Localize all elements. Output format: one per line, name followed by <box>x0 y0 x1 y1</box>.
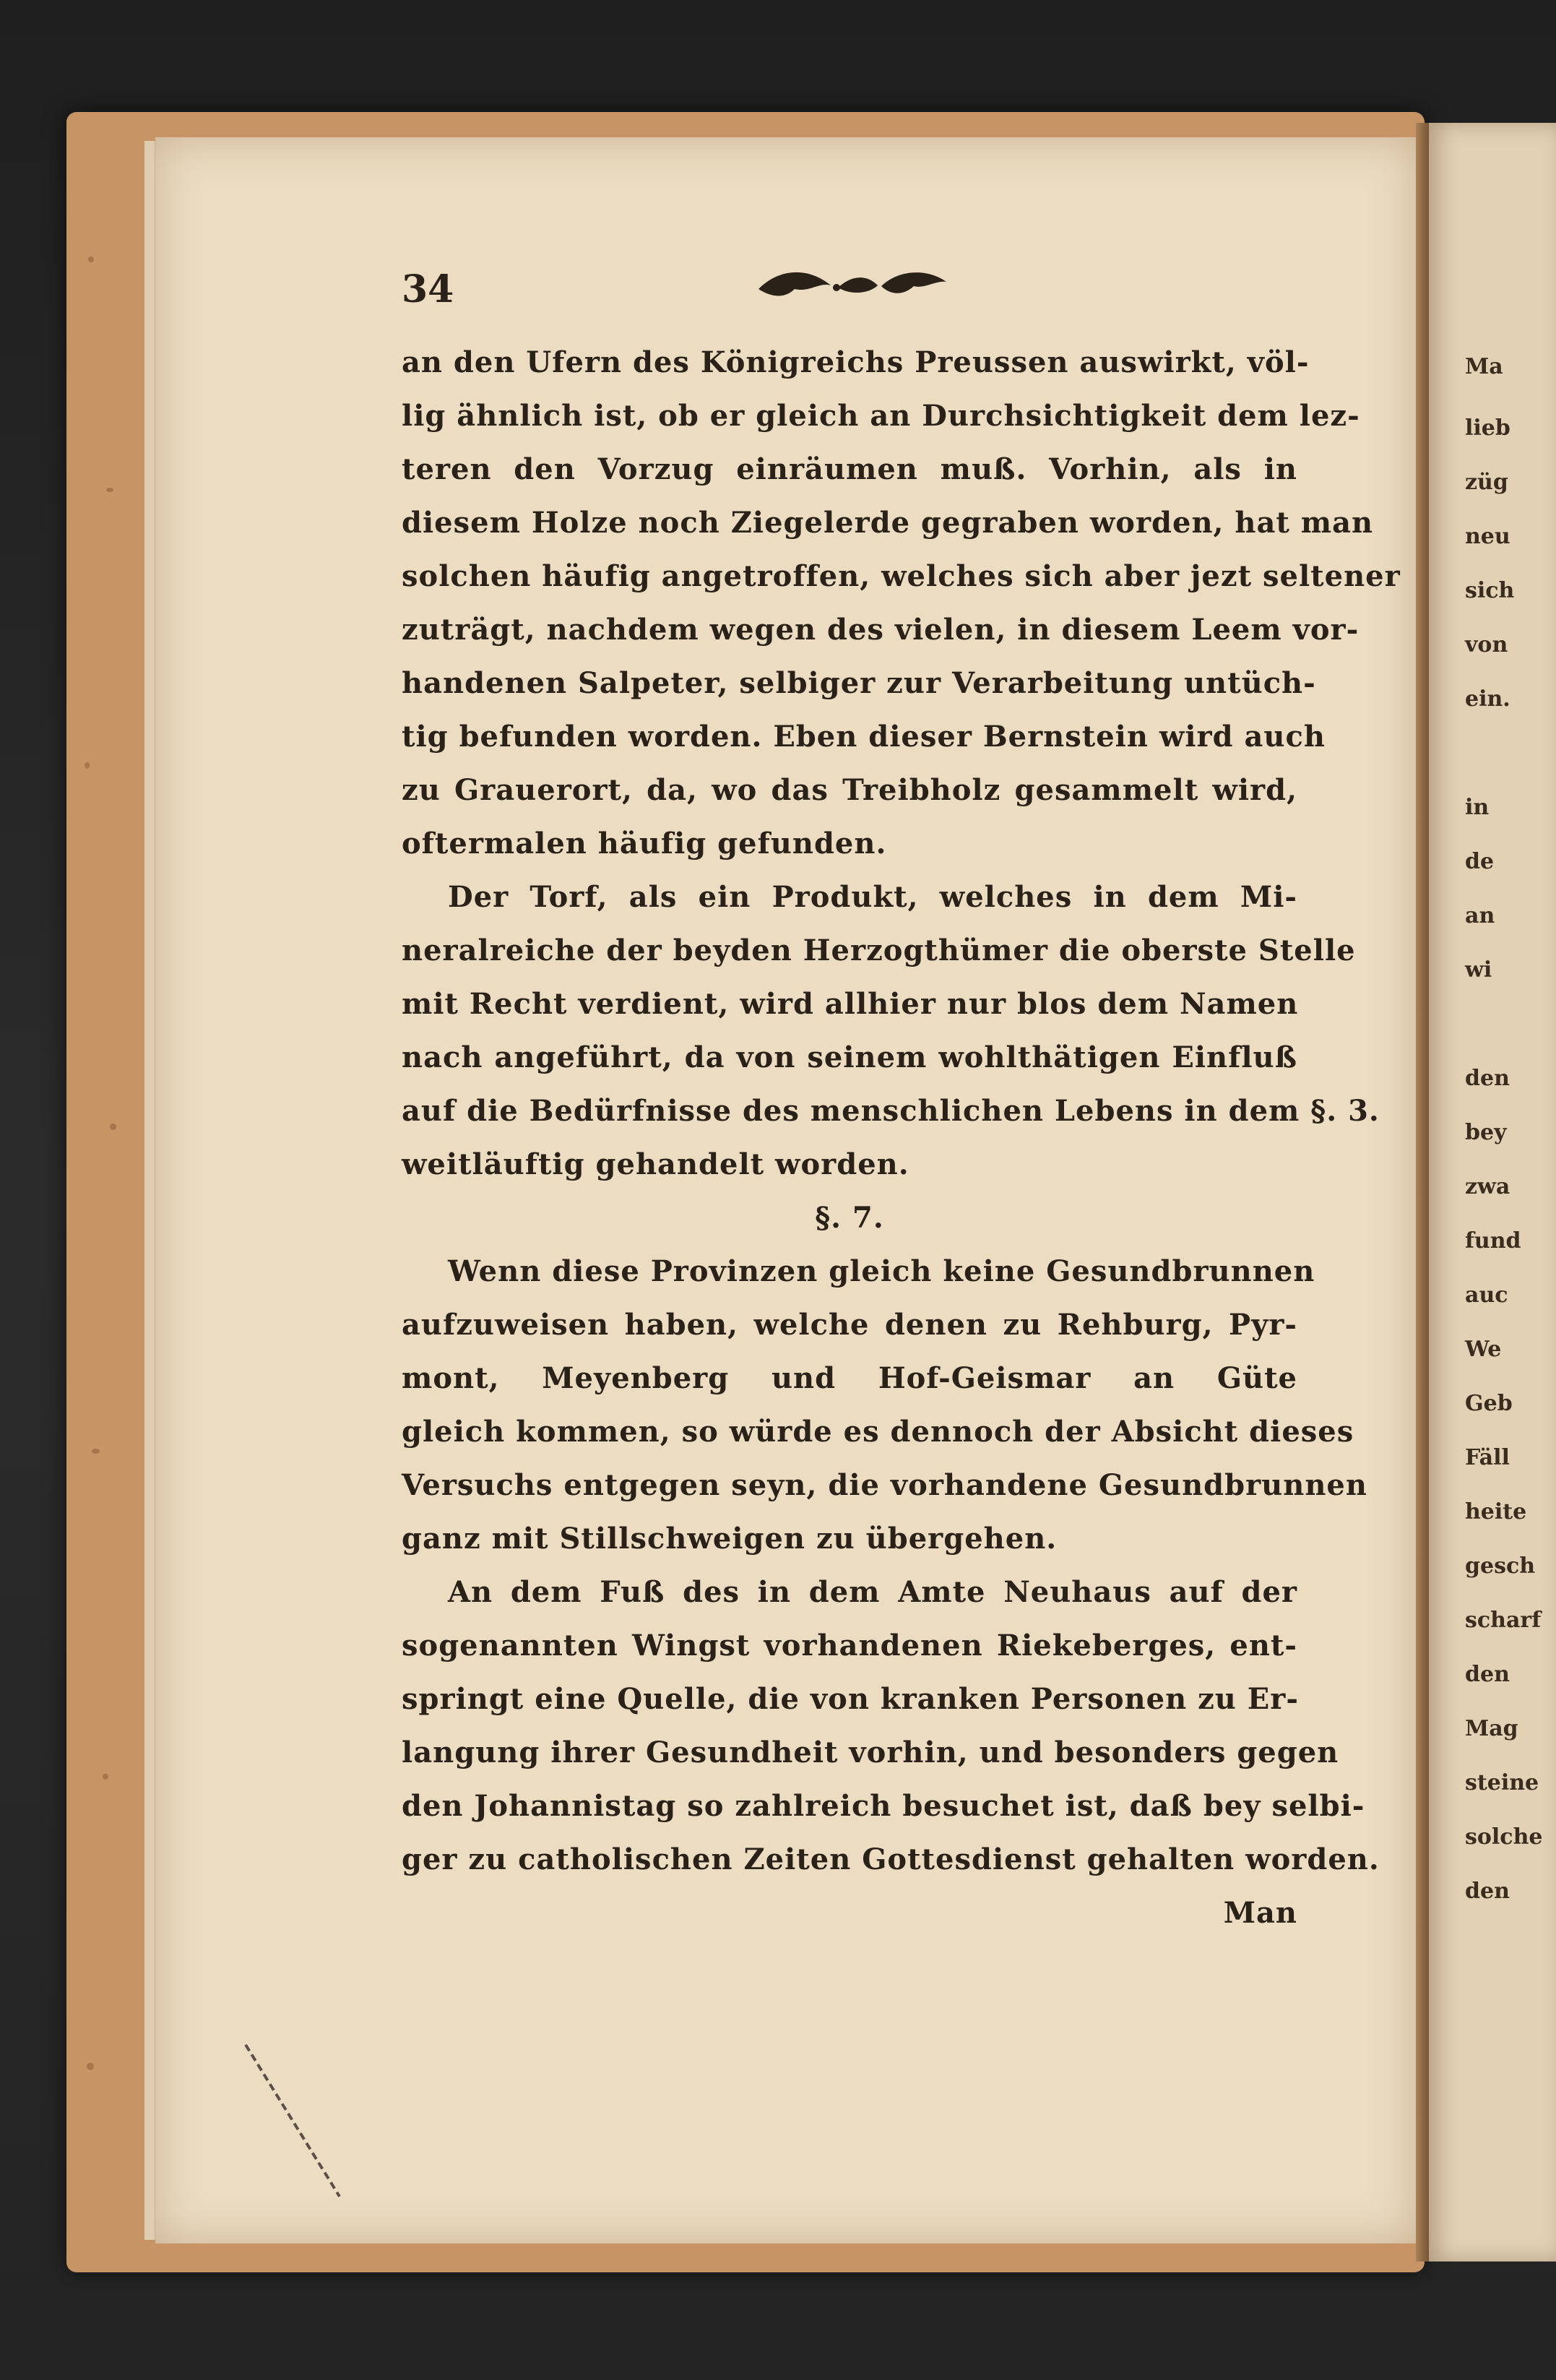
text-line: lig ähnlich ist, ob er gleich an Durchsichtigkeit dem lez- <box>402 399 1360 433</box>
adjacent-page-fragment: den <box>1465 1066 1510 1091</box>
catchword: Man <box>1223 1896 1297 1930</box>
text-line: An dem Fuß des in dem Amte Neuhaus auf der <box>448 1575 1297 1609</box>
text-line: mont, Meyenberg und Hof-Geismar an Güte <box>402 1361 1297 1395</box>
text-line: aufzuweisen haben, welche denen zu Rehburg, Pyr- <box>402 1308 1297 1342</box>
text-line: mit Recht verdient, wird allhier nur blos dem Namen <box>402 987 1299 1021</box>
text-line: nach angeführt, da von seinem wohlthätigen Einfluß <box>402 1040 1297 1074</box>
text-line: oftermalen häufig gefunden. <box>402 827 887 861</box>
ornament-icon <box>751 260 954 311</box>
adjacent-page-fragment: den <box>1465 1662 1510 1687</box>
text-line: zuträgt, nachdem wegen des vielen, in diesem Leem vor- <box>402 613 1360 647</box>
page-number: 34 <box>402 267 454 311</box>
text-line: tig befunden worden. Eben dieser Bernstein wird auch <box>402 720 1326 754</box>
adjacent-page-fragment: auc <box>1465 1282 1508 1308</box>
adjacent-page-fragment: in <box>1465 795 1490 820</box>
text-line: solchen häufig angetroffen, welches sich aber jezt seltener <box>402 559 1401 593</box>
text-line: diesem Holze noch Ziegelerde gegraben worden, hat man <box>402 506 1374 540</box>
adjacent-page-fragment: heite <box>1465 1499 1527 1525</box>
adjacent-page-fragment: züg <box>1465 470 1508 495</box>
adjacent-page-fragment: scharf <box>1465 1608 1542 1633</box>
adjacent-page-fragment: We <box>1465 1337 1502 1362</box>
text-line: sogenannten Wingst vorhandenen Riekeberges, ent- <box>402 1629 1297 1663</box>
adjacent-page-fragment: steine <box>1465 1770 1539 1795</box>
adjacent-page-fragment: den <box>1465 1879 1510 1904</box>
adjacent-page-fragment: neu <box>1465 524 1510 549</box>
adjacent-page-fragment: an <box>1465 903 1495 928</box>
text-line: Versuchs entgegen seyn, die vorhandene Gesundbrunnen <box>402 1468 1367 1502</box>
section-heading: §. 7. <box>815 1201 884 1235</box>
text-line: ganz mit Stillschweigen zu übergehen. <box>402 1522 1058 1556</box>
text-line: Wenn diese Provinzen gleich keine Gesundbrunnen <box>448 1254 1315 1288</box>
adjacent-page-fragment: zwa <box>1465 1174 1510 1199</box>
text-line: Der Torf, als ein Produkt, welches in dem Mi- <box>448 880 1297 914</box>
adjacent-page-fragment: bey <box>1465 1120 1507 1145</box>
adjacent-page-fragment: ein. <box>1465 686 1510 712</box>
text-line: zu Grauerort, da, wo das Treibholz gesammelt wird, <box>402 773 1297 807</box>
text-line: springt eine Quelle, die von kranken Personen zu Er- <box>402 1682 1299 1716</box>
text-line: handenen Salpeter, selbiger zur Verarbeitung untüch- <box>402 666 1316 700</box>
text-line: langung ihrer Gesundheit vorhin, und besonders gegen <box>402 1736 1339 1769</box>
adjacent-page-fragment: von <box>1465 632 1508 657</box>
text-line: den Johannistag so zahlreich besuchet ist, daß bey selbi- <box>402 1789 1365 1823</box>
adjacent-page-fragment: wi <box>1465 957 1492 983</box>
adjacent-page-fragment: Ma <box>1465 354 1503 379</box>
text-line: weitläuftig gehandelt worden. <box>402 1147 909 1181</box>
text-line: teren den Vorzug einräumen muß. Vorhin, als in <box>402 452 1297 486</box>
pencil-mark <box>238 2038 347 2204</box>
adjacent-page-fragment: Fäll <box>1465 1445 1510 1470</box>
text-line: an den Ufern des Königreichs Preussen auswirkt, völ- <box>402 345 1310 379</box>
adjacent-page-fragment: Mag <box>1465 1716 1518 1741</box>
page-text <box>402 336 1401 1940</box>
adjacent-page-fragment: gesch <box>1465 1553 1536 1579</box>
text-line: ger zu catholischen Zeiten Gottesdienst gehalten worden. <box>402 1842 1380 1876</box>
adjacent-page-fragment: solche <box>1465 1824 1543 1850</box>
text-line: auf die Bedürfnisse des menschlichen Lebens in dem §. 3. <box>402 1094 1380 1128</box>
adjacent-page-fragment: fund <box>1465 1228 1521 1254</box>
adjacent-page-fragment: Geb <box>1465 1391 1513 1416</box>
adjacent-page-fragment: de <box>1465 849 1495 874</box>
text-line: gleich kommen, so würde es dennoch der Absicht dieses <box>402 1415 1354 1449</box>
page-stack-edge <box>144 141 156 2240</box>
text-line: neralreiche der beyden Herzogthümer die oberste Stelle <box>402 934 1356 967</box>
adjacent-page-fragment: lieb <box>1465 415 1510 441</box>
adjacent-page-fragment: sich <box>1465 578 1515 603</box>
